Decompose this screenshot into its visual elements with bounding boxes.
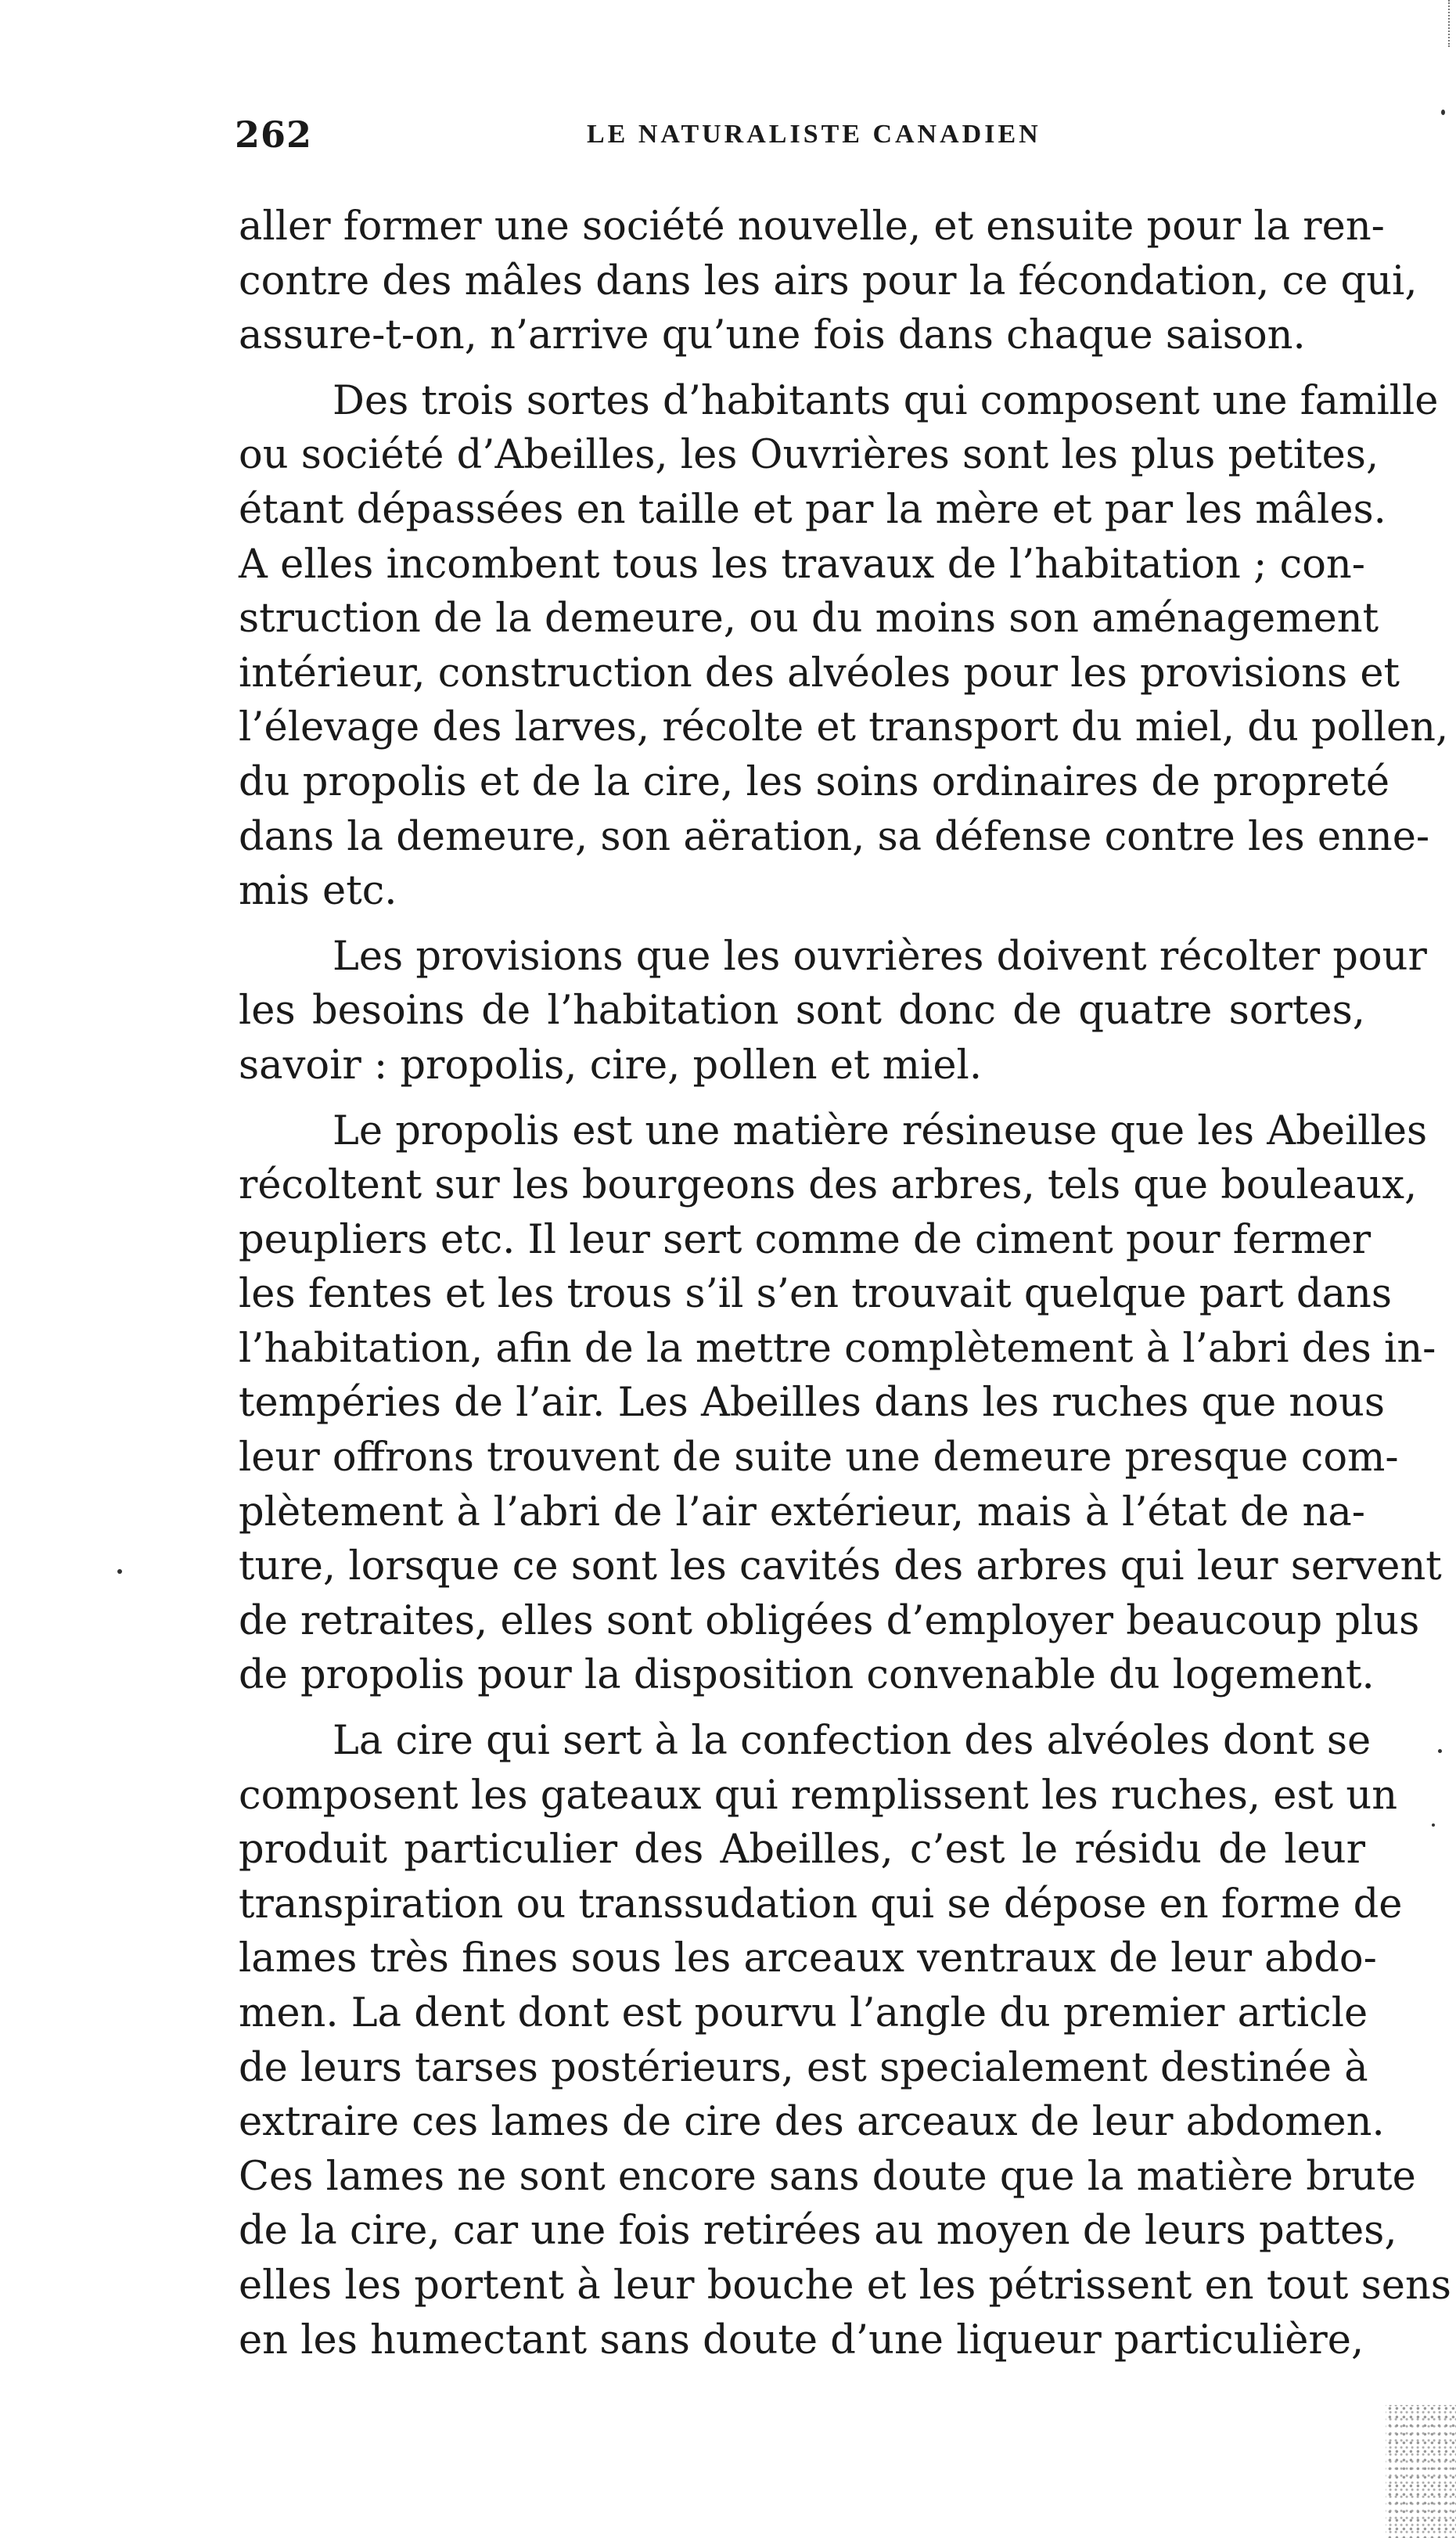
ink-speck [1438, 1749, 1442, 1753]
text-line: tempéries de l’air. Les Abeilles dans les ruches que nous [239, 1380, 1386, 1427]
text-line: contre des mâles dans les airs pour la fécondation, ce qui, [239, 257, 1418, 304]
paragraph [239, 1104, 1442, 1704]
text-line: de retraites, elles sont obligées d’employer beaucoup plus [239, 1597, 1420, 1644]
page-number: 262 [235, 113, 313, 156]
text-line: Des trois sortes d’habitants qui composent une famille [333, 377, 1439, 424]
text-line: étant dépassées en taille et par la mère et par les mâles. [239, 486, 1386, 533]
text-line: les fentes et les trous s’il s’en trouvait quelque part dans [239, 1271, 1392, 1318]
body-text [239, 200, 1451, 2367]
text-line: leur offrons trouvent de suite une demeure presque com- [239, 1435, 1399, 1481]
page-header [235, 113, 1095, 160]
paragraph-gap [239, 1703, 1420, 1714]
ink-speck [1441, 110, 1445, 115]
text-line: elles les portent à leur bouche et les pétrissent en tout sens [239, 2262, 1451, 2309]
running-head: LE NATURALISTE CANADIEN [587, 120, 1041, 149]
text-line: La cire qui sert à la confection des alvéoles dont se [333, 1718, 1372, 1765]
paragraph [239, 374, 1449, 919]
text-line: assure-t-on, n’arrive qu’une fois dans chaque saison. [239, 312, 1306, 359]
text-line: du propolis et de la cire, les soins ordinaires de propreté [239, 758, 1390, 805]
text-line: Ces lames ne sont encore sans doute que la matière brute [239, 2153, 1416, 2200]
text-line: l’habitation, afin de la mettre complètement à l’abri des in- [239, 1325, 1436, 1372]
text-line: de leurs tarses postérieurs, est specialement destinée à [239, 2044, 1368, 2091]
paragraph [239, 930, 1427, 1093]
page-edge-marks [1443, 0, 1450, 47]
text-line: de propolis pour la disposition convenable du logement. [239, 1652, 1375, 1699]
paragraph-gap [239, 363, 1420, 374]
text-line: Les provisions que les ouvrières doivent récolter pour [333, 933, 1427, 980]
text-line: plètement à l’abri de l’air extérieur, mais à l’état de na- [239, 1489, 1365, 1535]
text-line: extraire ces lames de cire des arceaux de leur abdomen. [239, 2099, 1385, 2146]
text-line: les besoins de l’habitation sont donc de quatre sortes, [239, 988, 1365, 1035]
text-line: men. La dent dont est pourvu l’angle du premier article [239, 1990, 1368, 2036]
page-edge-noise [1386, 2405, 1456, 2538]
text-line: struction de la demeure, ou du moins son aménagement [239, 596, 1379, 643]
text-line: savoir : propolis, cire, pollen et miel. [239, 1042, 983, 1089]
text-line: aller former une société nouvelle, et ensuite pour la ren- [239, 203, 1385, 250]
text-line: transpiration ou transsudation qui se dépose en forme de [239, 1881, 1403, 1928]
text-line: en les humectant sans doute d’une liqueur particulière, [239, 2317, 1364, 2363]
paragraph-gap [239, 919, 1420, 930]
paragraph [239, 200, 1420, 363]
text-line: ture, lorsque ce sont les cavités des arbres qui leur servent [239, 1543, 1442, 1590]
text-line: mis etc. [239, 868, 397, 915]
paragraph-gap [239, 1093, 1420, 1104]
text-line: l’élevage des larves, récolte et transport du miel, du pollen, [239, 704, 1449, 751]
ink-speck [117, 1569, 122, 1574]
text-line: A elles incombent tous les travaux de l’habitation ; con- [239, 541, 1365, 588]
text-line: produit particulier des Abeilles, c’est le résidu de leur [239, 1827, 1365, 1874]
text-line: peupliers etc. Il leur sert comme de ciment pour fermer [239, 1216, 1372, 1263]
text-line: récoltent sur les bourgeons des arbres, tels que bouleaux, [239, 1162, 1418, 1209]
text-line: de la cire, car une fois retirées au moyen de leurs pattes, [239, 2208, 1397, 2255]
paragraph [239, 1714, 1451, 2367]
text-line: intérieur, construction des alvéoles pour les provisions et [239, 650, 1400, 697]
text-line: Le propolis est une matière résineuse que les Abeilles [333, 1107, 1428, 1154]
text-line: ou société d’Abeilles, les Ouvrières sont les plus petites, [239, 432, 1379, 479]
text-line: lames très fines sous les arceaux ventraux de leur abdo- [239, 1935, 1377, 1982]
text-line: dans la demeure, son aëration, sa défense contre les enne- [239, 813, 1430, 860]
ink-speck [1432, 1823, 1435, 1827]
text-line: composent les gateaux qui remplissent les ruches, est un [239, 1772, 1398, 1819]
